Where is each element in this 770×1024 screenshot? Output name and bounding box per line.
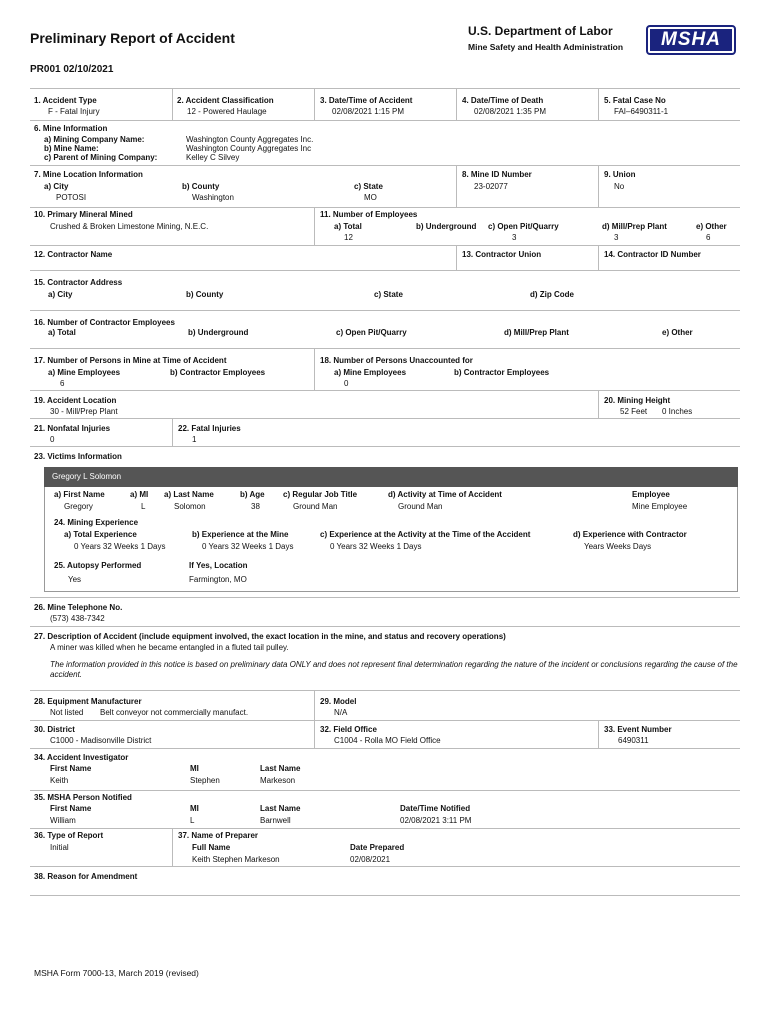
divider-v: [598, 88, 599, 120]
fatal-value: 1: [192, 435, 197, 444]
exp-mine-value: 0 Years 32 Weeks 1 Days: [202, 542, 294, 551]
exp-contractor-value: Years Weeks Days: [584, 542, 652, 551]
description-label: 27. Description of Accident (include equipment involved, the exact location in the mine, and status and recovery operations): [34, 632, 506, 641]
notified-first-value: William: [50, 816, 76, 825]
agency-name: Mine Safety and Health Administration: [468, 42, 624, 52]
contractor-emp-other-label: e) Other: [662, 328, 693, 337]
accident-datetime-label: 3. Date/Time of Accident: [320, 96, 413, 105]
mine-info-label: 6. Mine Information: [34, 124, 108, 133]
parent-label: c) Parent of Mining Company:: [44, 153, 158, 162]
divider: [30, 790, 740, 791]
divider: [30, 895, 740, 896]
event-number-value: 6490311: [618, 736, 649, 745]
persons-contr-emp-label: b) Contractor Employees: [170, 368, 266, 377]
contractor-city-label: a) City: [48, 290, 73, 299]
contractor-emp-total-label: a) Total: [48, 328, 76, 337]
mineral-value: Crushed & Broken Limestone Mining, N.E.C.: [50, 222, 209, 231]
divider-v: [456, 88, 457, 120]
divider: [30, 390, 740, 391]
field-office-label: 32. Field Office: [320, 725, 377, 734]
divider-v: [314, 207, 315, 245]
notified-date-value: 02/08/2021 3:11 PM: [400, 816, 472, 825]
contractor-union-label: 13. Contractor Union: [462, 250, 542, 259]
mineral-label: 10. Primary Mineral Mined: [34, 210, 133, 219]
notified-last-value: Barnwell: [260, 816, 291, 825]
victim-employee-label: Employee: [632, 490, 670, 499]
exp-activity-label: c) Experience at the Activity at the Time of the Accident: [320, 530, 531, 539]
notified-label: 35. MSHA Person Notified: [34, 793, 132, 802]
city-label: a) City: [44, 182, 69, 191]
accident-type-label: 1. Accident Type: [34, 96, 97, 105]
divider: [30, 720, 740, 721]
experience-label: 24. Mining Experience: [54, 518, 139, 527]
msha-logo: [646, 25, 736, 55]
victim-job-label: c) Regular Job Title: [283, 490, 358, 499]
divider: [30, 88, 740, 89]
contractor-zip-label: d) Zip Code: [530, 290, 574, 299]
divider-v: [456, 165, 457, 207]
employees-label: 11. Number of Employees: [320, 210, 418, 219]
notified-mi-value: L: [190, 816, 195, 825]
divider: [30, 310, 740, 311]
date-prepared-label: Date Prepared: [350, 843, 405, 852]
union-label: 9. Union: [604, 170, 636, 179]
preparer-fullname-value: Keith Stephen Markeson: [192, 855, 280, 864]
victim-last-name-value: Solomon: [174, 502, 206, 511]
mining-height-feet: 52 Feet: [620, 407, 648, 416]
district-value: C1000 - Madisonville District: [50, 736, 152, 745]
mining-height-label: 20. Mining Height: [604, 396, 671, 405]
divider-v: [314, 88, 315, 120]
field-office-value: C1004 - Rolla MO Field Office: [334, 736, 441, 745]
divider: [30, 690, 740, 691]
employees-underground-label: b) Underground: [416, 222, 477, 231]
fatal-case-value: FAI–6490311-1: [614, 107, 669, 116]
exp-total-value: 0 Years 32 Weeks 1 Days: [74, 542, 166, 551]
accident-type-value: F - Fatal Injury: [48, 107, 100, 116]
contractor-emp-underground-label: b) Underground: [188, 328, 249, 337]
victim-mi-value: L: [141, 502, 146, 511]
victim-job-value: Ground Man: [293, 502, 338, 511]
parent-value: Kelley C Silvey: [186, 153, 240, 162]
death-datetime-label: 4. Date/Time of Death: [462, 96, 544, 105]
divider-v: [314, 720, 315, 748]
city-value: POTOSI: [56, 193, 87, 202]
exp-total-label: a) Total Experience: [64, 530, 137, 539]
mine-id-value: 23-02077: [474, 182, 508, 191]
fatal-case-label: 5. Fatal Case No: [604, 96, 666, 105]
date-prepared-value: 02/08/2021: [350, 855, 391, 864]
accident-location-value: 30 - Mill/Prep Plant: [50, 407, 118, 416]
victim-first-name-label: a) First Name: [54, 490, 105, 499]
persons-mine-emp-label: a) Mine Employees: [48, 368, 121, 377]
equipment-mfr-note: Belt conveyor not commercially manufact.: [100, 708, 249, 717]
employees-total-value: 12: [344, 233, 353, 242]
equipment-mfr-label: 28. Equipment Manufacturer: [34, 697, 142, 706]
divider: [30, 748, 740, 749]
exp-contractor-label: d) Experience with Contractor: [573, 530, 687, 539]
unaccounted-mine-emp-label: a) Mine Employees: [334, 368, 407, 377]
victim-last-name-label: a) Last Name: [164, 490, 214, 499]
notified-last-label: Last Name: [260, 804, 301, 813]
mining-height-inches: 0 Inches: [662, 407, 693, 416]
classification-label: 2. Accident Classification: [177, 96, 274, 105]
employees-openpit-value: 3: [512, 233, 517, 242]
autopsy-location-value: Farmington, MO: [189, 575, 247, 584]
model-value: N/A: [334, 708, 348, 717]
divider: [30, 207, 740, 208]
divider-v: [172, 828, 173, 866]
investigator-first-value: Keith: [50, 776, 69, 785]
report-id: PR001 02/10/2021: [30, 64, 114, 75]
contractor-emp-openpit-label: c) Open Pit/Quarry: [336, 328, 407, 337]
contractor-employees-label: 16. Number of Contractor Employees: [34, 318, 175, 327]
company-value: Washington County Aggregates Inc.: [186, 135, 314, 144]
unaccounted-contr-emp-label: b) Contractor Employees: [454, 368, 550, 377]
amendment-label: 38. Reason for Amendment: [34, 872, 138, 881]
divider: [30, 828, 740, 829]
employees-mill-value: 3: [614, 233, 619, 242]
company-label: a) Mining Company Name:: [44, 135, 145, 144]
exp-mine-label: b) Experience at the Mine: [192, 530, 289, 539]
notified-mi-label: MI: [190, 804, 199, 813]
victim-age-label: b) Age: [240, 490, 265, 499]
preparer-label: 37. Name of Preparer: [178, 831, 259, 840]
divider-v: [598, 245, 599, 270]
contractor-county-label: b) County: [186, 290, 224, 299]
classification-value: 12 - Powered Haulage: [187, 107, 267, 116]
victim-activity-value: Ground Man: [398, 502, 443, 511]
preparer-fullname-label: Full Name: [192, 843, 231, 852]
divider-v: [598, 390, 599, 418]
report-type-value: Initial: [50, 843, 69, 852]
notified-date-label: Date/Time Notified: [400, 804, 471, 813]
nonfatal-value: 0: [50, 435, 55, 444]
employees-other-value: 6: [706, 233, 711, 242]
autopsy-value: Yes: [68, 575, 82, 584]
disclaimer-text: The information provided in this notice is based on preliminary data ONLY and does not represent final determination regarding the nature of the incident or conclusions regarding the cause of the accident.: [50, 660, 738, 679]
notified-first-label: First Name: [50, 804, 92, 813]
department-name: U.S. Department of Labor: [468, 24, 613, 38]
divider: [30, 446, 740, 447]
death-datetime-value: 02/08/2021 1:35 PM: [474, 107, 547, 116]
investigator-mi-label: MI: [190, 764, 199, 773]
autopsy-location-label: If Yes, Location: [189, 561, 248, 570]
page-title: Preliminary Report of Accident: [30, 30, 235, 46]
employees-total-label: a) Total: [334, 222, 362, 231]
exp-activity-value: 0 Years 32 Weeks 1 Days: [330, 542, 422, 551]
county-label: b) County: [182, 182, 220, 191]
accident-location-label: 19. Accident Location: [34, 396, 117, 405]
report-type-label: 36. Type of Report: [34, 831, 104, 840]
union-value: No: [614, 182, 625, 191]
event-number-label: 33. Event Number: [604, 725, 672, 734]
district-label: 30. District: [34, 725, 75, 734]
model-label: 29. Model: [320, 697, 357, 706]
investigator-last-value: Markeson: [260, 776, 296, 785]
contractor-address-label: 15. Contractor Address: [34, 278, 123, 287]
victim-name-bar: Gregory L Solomon: [44, 467, 738, 487]
victim-employee-value: Mine Employee: [632, 502, 688, 511]
equipment-mfr-value: Not listed: [50, 708, 84, 717]
employees-openpit-label: c) Open Pit/Quarry: [488, 222, 559, 231]
divider-v: [598, 720, 599, 748]
divider-v: [456, 245, 457, 270]
contractor-state-label: c) State: [374, 290, 403, 299]
persons-mine-emp-value: 6: [60, 379, 65, 388]
msha-logo-text: MSHA: [650, 29, 732, 51]
unaccounted-mine-emp-value: 0: [344, 379, 349, 388]
mine-id-label: 8. Mine ID Number: [462, 170, 532, 179]
investigator-first-label: First Name: [50, 764, 92, 773]
investigator-mi-value: Stephen: [190, 776, 220, 785]
victim-mi-label: a) MI: [130, 490, 149, 499]
location-label: 7. Mine Location Information: [34, 170, 143, 179]
victims-label: 23. Victims Information: [34, 452, 122, 461]
state-label: c) State: [354, 182, 383, 191]
employees-mill-label: d) Mill/Prep Plant: [602, 222, 667, 231]
divider-v: [172, 418, 173, 446]
divider: [30, 120, 740, 121]
employees-other-label: e) Other: [696, 222, 727, 231]
divider: [30, 418, 740, 419]
contractor-emp-mill-label: d) Mill/Prep Plant: [504, 328, 569, 337]
divider: [30, 597, 740, 598]
mine-name-value: Washington County Aggregates Inc: [186, 144, 312, 153]
divider-v: [314, 348, 315, 390]
divider-v: [172, 88, 173, 120]
investigator-last-label: Last Name: [260, 764, 301, 773]
contractor-id-label: 14. Contractor ID Number: [604, 250, 701, 259]
divider: [30, 165, 740, 166]
phone-value: (573) 438-7342: [50, 614, 105, 623]
accident-datetime-value: 02/08/2021 1:15 PM: [332, 107, 405, 116]
victim-first-name-value: Gregory: [64, 502, 93, 511]
autopsy-label: 25. Autopsy Performed: [54, 561, 142, 570]
mine-name-label: b) Mine Name:: [44, 144, 99, 153]
persons-in-mine-label: 17. Number of Persons in Mine at Time of Accident: [34, 356, 227, 365]
victim-activity-label: d) Activity at Time of Accident: [388, 490, 502, 499]
divider-v: [314, 690, 315, 720]
county-value: Washington: [192, 193, 234, 202]
victim-age-value: 38: [251, 502, 260, 511]
divider-v: [598, 165, 599, 207]
fatal-label: 22. Fatal Injuries: [178, 424, 241, 433]
investigator-label: 34. Accident Investigator: [34, 753, 129, 762]
contractor-name-label: 12. Contractor Name: [34, 250, 113, 259]
divider: [30, 270, 740, 271]
divider: [30, 245, 740, 246]
state-value: MO: [364, 193, 377, 202]
divider: [30, 626, 740, 627]
phone-label: 26. Mine Telephone No.: [34, 603, 123, 612]
nonfatal-label: 21. Nonfatal Injuries: [34, 424, 111, 433]
description-value: A miner was killed when he became entangled in a fluted tail pulley.: [50, 643, 289, 652]
form-footer: MSHA Form 7000-13, March 2019 (revised): [34, 968, 199, 978]
divider: [30, 866, 740, 867]
divider: [30, 348, 740, 349]
unaccounted-label: 18. Number of Persons Unaccounted for: [320, 356, 473, 365]
